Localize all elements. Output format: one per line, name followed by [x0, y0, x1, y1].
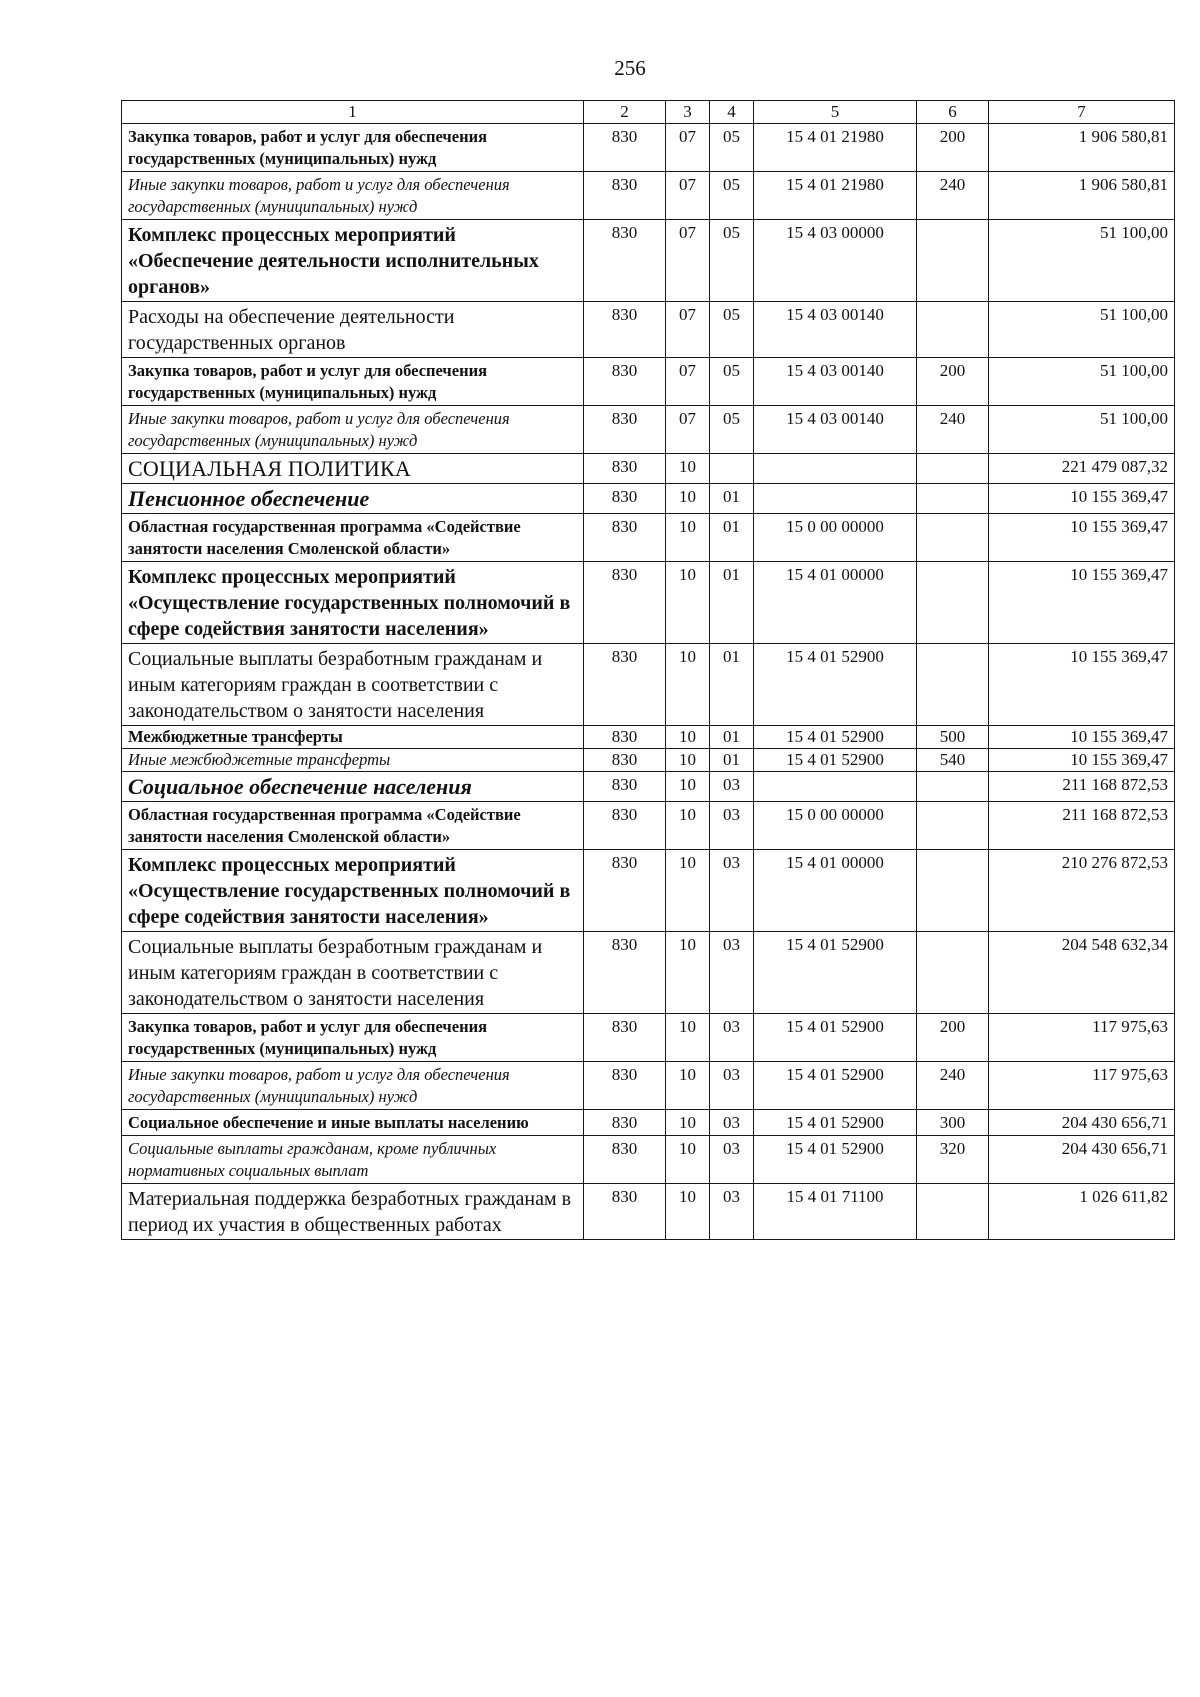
row-code-subsection: 05 [710, 302, 754, 358]
row-code-target-article: 15 4 03 00140 [754, 302, 917, 358]
row-description: Социальное обеспечение населения [122, 772, 584, 802]
row-code-subsection: 05 [710, 220, 754, 302]
table-row [122, 562, 1175, 644]
table-row [122, 484, 1175, 514]
row-amount: 211 168 872,53 [989, 772, 1175, 802]
row-code-expense-type [917, 850, 989, 932]
budget-table [121, 100, 1175, 1240]
row-amount: 10 155 369,47 [989, 644, 1175, 726]
row-code-target-article: 15 0 00 00000 [754, 802, 917, 850]
row-code-section: 10 [666, 644, 710, 726]
row-description: Иные межбюджетные трансферты [122, 749, 584, 772]
row-code-section: 07 [666, 172, 710, 220]
row-code-section: 10 [666, 562, 710, 644]
row-code-section: 10 [666, 726, 710, 749]
row-code-section: 10 [666, 932, 710, 1014]
header-cell-5: 5 [754, 101, 917, 124]
row-code-section: 10 [666, 454, 710, 484]
row-code-expense-type [917, 302, 989, 358]
row-code-target-article: 15 4 01 00000 [754, 562, 917, 644]
row-description: Пенсионное обеспечение [122, 484, 584, 514]
row-description: Областная государственная программа «Содействие занятости населения Смоленской области» [122, 802, 584, 850]
row-code-ministry: 830 [584, 172, 666, 220]
row-amount: 221 479 087,32 [989, 454, 1175, 484]
row-amount: 1 026 611,82 [989, 1184, 1175, 1240]
row-amount: 204 548 632,34 [989, 932, 1175, 1014]
table-row [122, 172, 1175, 220]
row-amount: 51 100,00 [989, 406, 1175, 454]
row-code-ministry: 830 [584, 802, 666, 850]
row-code-subsection: 03 [710, 850, 754, 932]
row-code-section: 10 [666, 484, 710, 514]
row-code-ministry: 830 [584, 932, 666, 1014]
table-row [122, 749, 1175, 772]
table-row [122, 1014, 1175, 1062]
row-amount: 117 975,63 [989, 1062, 1175, 1110]
row-code-subsection: 01 [710, 514, 754, 562]
row-code-section: 10 [666, 772, 710, 802]
row-code-section: 07 [666, 220, 710, 302]
row-code-ministry: 830 [584, 1184, 666, 1240]
row-description: Социальное обеспечение и иные выплаты населению [122, 1110, 584, 1136]
header-cell-2: 2 [584, 101, 666, 124]
row-code-subsection: 01 [710, 484, 754, 514]
row-amount: 1 906 580,81 [989, 124, 1175, 172]
row-amount: 1 906 580,81 [989, 172, 1175, 220]
header-cell-1: 1 [122, 101, 584, 124]
row-code-subsection: 03 [710, 1014, 754, 1062]
row-code-target-article: 15 4 01 52900 [754, 1014, 917, 1062]
row-amount: 211 168 872,53 [989, 802, 1175, 850]
row-code-target-article: 15 4 01 21980 [754, 172, 917, 220]
row-amount: 51 100,00 [989, 220, 1175, 302]
row-code-ministry: 830 [584, 772, 666, 802]
row-code-ministry: 830 [584, 124, 666, 172]
row-code-expense-type [917, 802, 989, 850]
row-amount: 10 155 369,47 [989, 514, 1175, 562]
row-code-target-article: 15 4 01 52900 [754, 1110, 917, 1136]
table-row [122, 802, 1175, 850]
row-code-ministry: 830 [584, 514, 666, 562]
row-code-ministry: 830 [584, 1136, 666, 1184]
row-code-expense-type: 200 [917, 358, 989, 406]
row-code-ministry: 830 [584, 358, 666, 406]
row-code-target-article: 15 4 01 52900 [754, 1062, 917, 1110]
row-description: Закупка товаров, работ и услуг для обеспечения государственных (муниципальных) нужд [122, 358, 584, 406]
row-amount: 10 155 369,47 [989, 562, 1175, 644]
header-cell-4: 4 [710, 101, 754, 124]
row-code-subsection: 03 [710, 802, 754, 850]
row-code-ministry: 830 [584, 1062, 666, 1110]
row-description: Комплекс процессных мероприятий «Осуществление государственных полномочий в сфере содействия занятости населения» [122, 562, 584, 644]
row-description: Комплекс процессных мероприятий «Обеспечение деятельности исполнительных органов» [122, 220, 584, 302]
row-code-subsection: 01 [710, 749, 754, 772]
row-description: Областная государственная программа «Содействие занятости населения Смоленской области» [122, 514, 584, 562]
row-code-ministry: 830 [584, 220, 666, 302]
row-code-expense-type [917, 454, 989, 484]
row-code-expense-type: 200 [917, 1014, 989, 1062]
row-code-section: 10 [666, 802, 710, 850]
row-description: СОЦИАЛЬНАЯ ПОЛИТИКА [122, 454, 584, 484]
row-description: Расходы на обеспечение деятельности государственных органов [122, 302, 584, 358]
row-code-subsection: 03 [710, 1136, 754, 1184]
table-row [122, 302, 1175, 358]
row-description: Закупка товаров, работ и услуг для обеспечения государственных (муниципальных) нужд [122, 124, 584, 172]
row-amount: 204 430 656,71 [989, 1136, 1175, 1184]
row-code-section: 10 [666, 1184, 710, 1240]
table-row [122, 220, 1175, 302]
row-code-target-article: 15 4 01 52900 [754, 932, 917, 1014]
row-description: Иные закупки товаров, работ и услуг для обеспечения государственных (муниципальных) нужд [122, 1062, 584, 1110]
row-code-expense-type: 320 [917, 1136, 989, 1184]
table-row [122, 1136, 1175, 1184]
row-amount: 10 155 369,47 [989, 484, 1175, 514]
row-code-target-article: 15 4 01 00000 [754, 850, 917, 932]
row-code-subsection: 03 [710, 772, 754, 802]
row-code-expense-type: 240 [917, 406, 989, 454]
row-code-ministry: 830 [584, 644, 666, 726]
row-code-section: 10 [666, 1110, 710, 1136]
row-code-target-article: 15 0 00 00000 [754, 514, 917, 562]
row-code-subsection: 05 [710, 358, 754, 406]
table-row [122, 358, 1175, 406]
row-description: Комплекс процессных мероприятий «Осуществление государственных полномочий в сфере содействия занятости населения» [122, 850, 584, 932]
row-code-target-article: 15 4 03 00140 [754, 406, 917, 454]
row-code-expense-type: 240 [917, 1062, 989, 1110]
header-cell-3: 3 [666, 101, 710, 124]
row-amount: 51 100,00 [989, 358, 1175, 406]
table-row [122, 454, 1175, 484]
row-code-target-article: 15 4 01 52900 [754, 644, 917, 726]
row-description: Межбюджетные трансферты [122, 726, 584, 749]
row-code-expense-type: 300 [917, 1110, 989, 1136]
table-row [122, 1062, 1175, 1110]
table-row [122, 726, 1175, 749]
table-row [122, 406, 1175, 454]
row-description: Материальная поддержка безработных гражданам в период их участия в общественных работах [122, 1184, 584, 1240]
table-row [122, 1184, 1175, 1240]
row-code-ministry: 830 [584, 406, 666, 454]
table-row [122, 1110, 1175, 1136]
row-code-subsection [710, 454, 754, 484]
row-code-section: 10 [666, 749, 710, 772]
row-code-ministry: 830 [584, 484, 666, 514]
row-code-expense-type: 240 [917, 172, 989, 220]
row-code-section: 07 [666, 302, 710, 358]
row-code-expense-type: 500 [917, 726, 989, 749]
row-code-target-article [754, 484, 917, 514]
row-code-expense-type [917, 1184, 989, 1240]
row-amount: 204 430 656,71 [989, 1110, 1175, 1136]
row-code-section: 07 [666, 124, 710, 172]
row-code-target-article: 15 4 01 52900 [754, 749, 917, 772]
row-code-target-article [754, 454, 917, 484]
row-code-section: 10 [666, 1062, 710, 1110]
row-amount: 210 276 872,53 [989, 850, 1175, 932]
row-code-subsection: 05 [710, 172, 754, 220]
row-code-subsection: 05 [710, 406, 754, 454]
row-description: Иные закупки товаров, работ и услуг для обеспечения государственных (муниципальных) нужд [122, 406, 584, 454]
row-code-section: 07 [666, 358, 710, 406]
row-amount: 10 155 369,47 [989, 726, 1175, 749]
row-code-ministry: 830 [584, 850, 666, 932]
row-code-section: 10 [666, 1136, 710, 1184]
row-amount: 51 100,00 [989, 302, 1175, 358]
row-code-expense-type [917, 644, 989, 726]
row-code-section: 10 [666, 514, 710, 562]
row-description: Социальные выплаты гражданам, кроме публичных нормативных социальных выплат [122, 1136, 584, 1184]
row-code-target-article: 15 4 01 52900 [754, 726, 917, 749]
table-row [122, 644, 1175, 726]
row-code-subsection: 01 [710, 726, 754, 749]
page-number: 256 [614, 56, 646, 80]
row-description: Иные закупки товаров, работ и услуг для обеспечения государственных (муниципальных) нужд [122, 172, 584, 220]
table-header-row [122, 101, 1175, 124]
table-row [122, 772, 1175, 802]
row-code-target-article: 15 4 01 71100 [754, 1184, 917, 1240]
row-code-subsection: 03 [710, 932, 754, 1014]
row-description: Социальные выплаты безработным гражданам и иным категориям граждан в соответствии с законодательством о занятости населения [122, 644, 584, 726]
row-code-ministry: 830 [584, 562, 666, 644]
row-code-ministry: 830 [584, 1014, 666, 1062]
row-code-ministry: 830 [584, 749, 666, 772]
row-code-ministry: 830 [584, 726, 666, 749]
row-code-expense-type: 200 [917, 124, 989, 172]
table-row [122, 932, 1175, 1014]
table-body [122, 101, 1175, 1240]
row-code-target-article: 15 4 01 21980 [754, 124, 917, 172]
row-description: Социальные выплаты безработным гражданам и иным категориям граждан в соответствии с законодательством о занятости населения [122, 932, 584, 1014]
row-code-target-article: 15 4 01 52900 [754, 1136, 917, 1184]
row-code-subsection: 03 [710, 1110, 754, 1136]
row-code-expense-type: 540 [917, 749, 989, 772]
row-description: Закупка товаров, работ и услуг для обеспечения государственных (муниципальных) нужд [122, 1014, 584, 1062]
row-code-expense-type [917, 562, 989, 644]
row-code-ministry: 830 [584, 302, 666, 358]
row-code-subsection: 01 [710, 644, 754, 726]
row-code-target-article: 15 4 03 00140 [754, 358, 917, 406]
table-row [122, 514, 1175, 562]
row-code-subsection: 05 [710, 124, 754, 172]
row-code-ministry: 830 [584, 454, 666, 484]
row-code-expense-type [917, 484, 989, 514]
row-code-expense-type [917, 514, 989, 562]
row-code-section: 10 [666, 1014, 710, 1062]
header-cell-6: 6 [917, 101, 989, 124]
row-code-expense-type [917, 932, 989, 1014]
row-code-subsection: 01 [710, 562, 754, 644]
row-code-expense-type [917, 220, 989, 302]
header-cell-7: 7 [989, 101, 1175, 124]
row-code-ministry: 830 [584, 1110, 666, 1136]
row-code-section: 10 [666, 850, 710, 932]
row-code-target-article [754, 772, 917, 802]
row-code-subsection: 03 [710, 1184, 754, 1240]
row-code-section: 07 [666, 406, 710, 454]
table-row [122, 124, 1175, 172]
row-code-target-article: 15 4 03 00000 [754, 220, 917, 302]
row-code-expense-type [917, 772, 989, 802]
row-amount: 117 975,63 [989, 1014, 1175, 1062]
row-amount: 10 155 369,47 [989, 749, 1175, 772]
row-code-subsection: 03 [710, 1062, 754, 1110]
table-row [122, 850, 1175, 932]
